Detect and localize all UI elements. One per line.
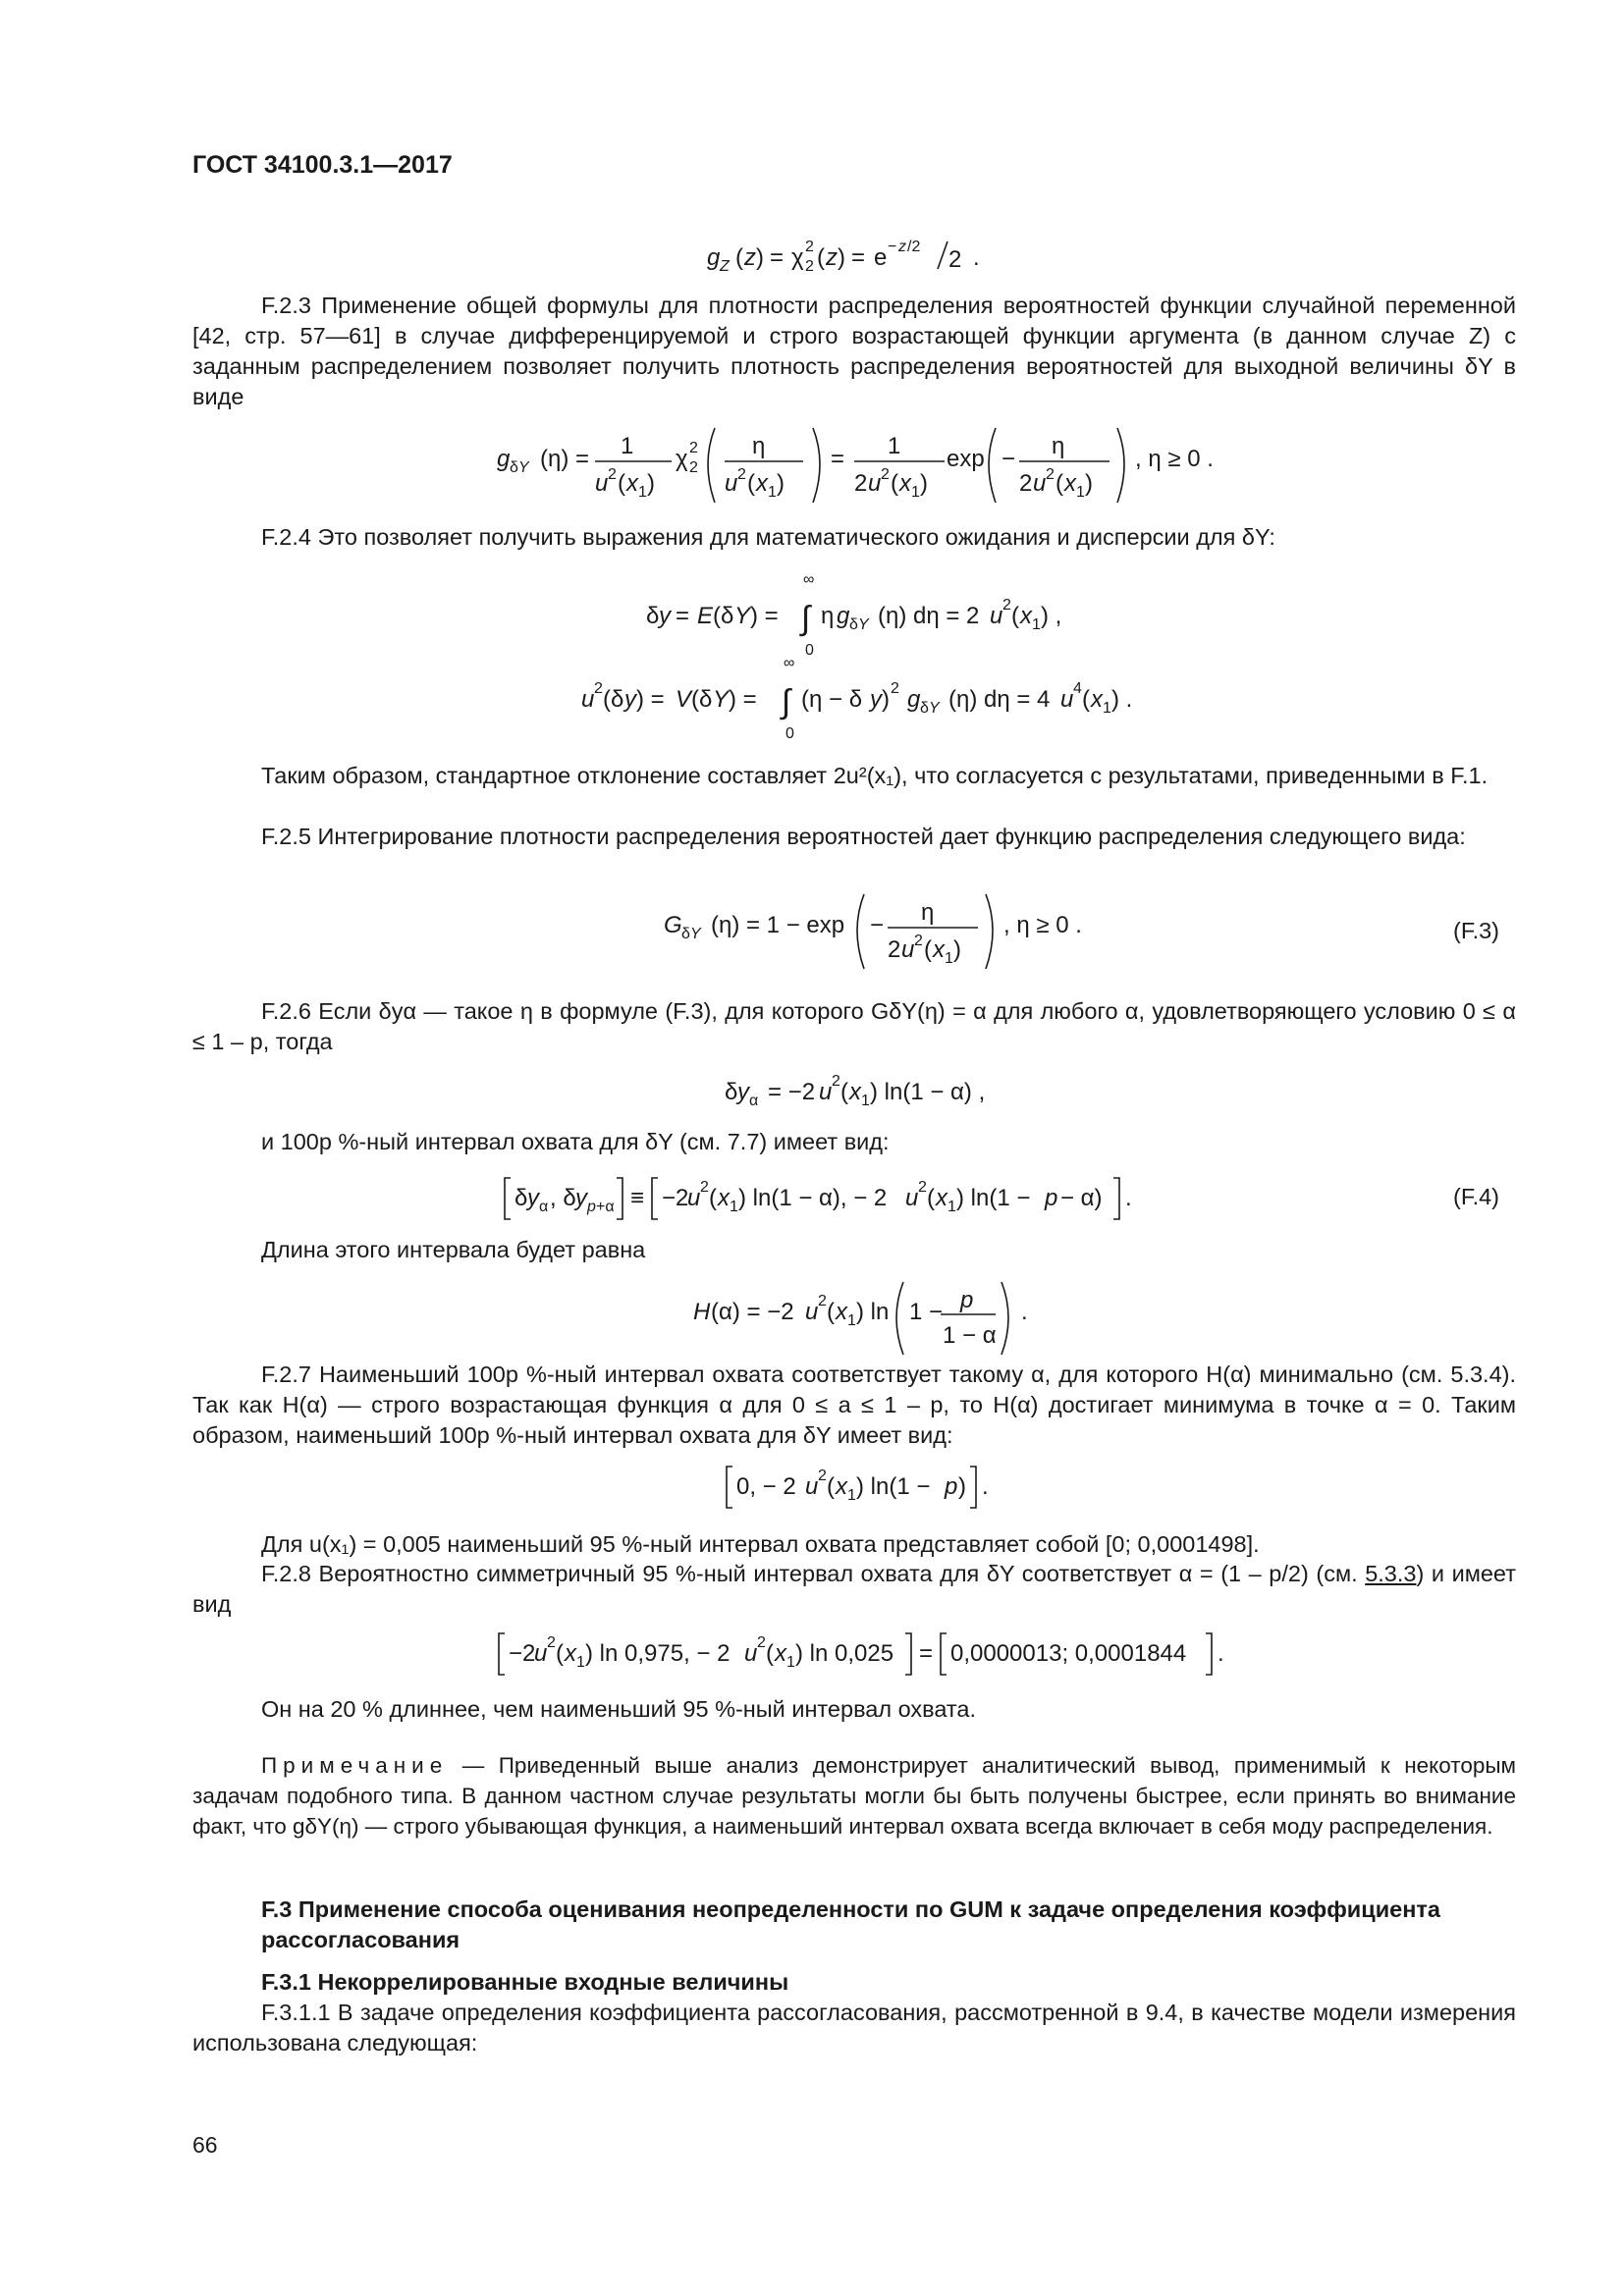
svg-text:=: =	[676, 603, 690, 629]
svg-text:α: α	[539, 1199, 549, 1215]
svg-text:−2: −2	[509, 1640, 536, 1667]
paragraph-f-2-6: F.2.6 Если δyα — такое η в формуле (F.3), для которого GδY(η) = α для любого α, удовлетворяющего условию 0 ≤ α ≤ 1 – p, тогда	[192, 998, 1516, 1054]
svg-text:) =: ) =	[729, 686, 757, 713]
svg-text:∞: ∞	[784, 655, 795, 671]
svg-text:δ: δ	[920, 700, 929, 717]
svg-text:∞: ∞	[803, 571, 815, 588]
svg-text:2: 2	[818, 1468, 827, 1484]
svg-text:(η) = 1 − exp: (η) = 1 − exp	[711, 912, 845, 938]
svg-text:, η ≥ 0 .: , η ≥ 0 .	[1135, 446, 1214, 472]
svg-text:1: 1	[888, 433, 901, 459]
svg-text:u: u	[581, 686, 595, 713]
svg-text:=: =	[770, 244, 785, 271]
svg-text:z: z	[826, 244, 838, 271]
svg-text:2: 2	[689, 459, 698, 476]
svg-text:g: g	[497, 446, 511, 472]
svg-text:x: x	[933, 936, 945, 963]
svg-text:u: u	[534, 1640, 548, 1667]
svg-text:(: (	[927, 1185, 935, 1211]
svg-text:1: 1	[786, 1654, 795, 1671]
svg-text:x: x	[1091, 686, 1103, 713]
svg-text:2: 2	[888, 936, 901, 963]
svg-text:Z: Z	[720, 258, 730, 275]
svg-text:α: α	[749, 1093, 759, 1109]
svg-text:+α: +α	[596, 1199, 615, 1215]
svg-text:G: G	[664, 912, 682, 938]
paragraph-f-2-4: F.2.4 Это позволяет получить выражения для математического ожидания и дисперсии для δY:	[261, 524, 1275, 550]
svg-text:δ: δ	[510, 459, 518, 476]
svg-text:z: z	[898, 239, 906, 255]
svg-text:(: (	[618, 470, 625, 497]
paragraph-f-2-5: F.2.5 Интегрирование плотности распределения вероятностей дает функцию распределения следующего вида:	[261, 824, 1466, 849]
svg-text:) =: ) =	[636, 686, 665, 713]
svg-text:Y: Y	[690, 926, 701, 942]
svg-text:1: 1	[730, 1199, 738, 1215]
svg-text:p: p	[960, 1287, 974, 1313]
svg-text:u: u	[687, 1185, 701, 1211]
svg-text:(: (	[735, 244, 743, 271]
svg-text:Y: Y	[929, 700, 940, 717]
svg-text:x: x	[899, 470, 911, 497]
svg-text:1: 1	[768, 484, 777, 501]
svg-text:(η) dη = 4: (η) dη = 4	[948, 686, 1051, 713]
svg-text:2: 2	[737, 466, 746, 483]
svg-text:2: 2	[854, 470, 868, 497]
svg-text:x: x	[756, 470, 768, 497]
svg-text:(: (	[747, 470, 755, 497]
svg-text:u: u	[725, 470, 738, 497]
svg-text:x: x	[849, 1079, 861, 1105]
svg-text:x: x	[565, 1640, 576, 1667]
svg-text:=: =	[919, 1640, 934, 1667]
paragraph-standard-deviation: Таким образом, стандартное отклонение составляет 2u²(x₁), что согласуется с результатами, приведенными в F.1.	[261, 763, 1489, 788]
svg-text:(: (	[1056, 470, 1063, 497]
paragraph-20-percent-longer: Он на 20 % длиннее, чем наименьший 95 %-ный интервал охвата.	[261, 1696, 977, 1722]
svg-text:2: 2	[818, 1293, 827, 1309]
svg-text:Y: Y	[518, 459, 529, 476]
svg-text:) ln(1 −: ) ln(1 −	[856, 1473, 931, 1500]
svg-text:x: x	[836, 1299, 847, 1325]
svg-text:): )	[647, 470, 655, 497]
svg-text:x: x	[836, 1473, 847, 1500]
svg-text:2: 2	[594, 680, 603, 697]
svg-text:u: u	[1033, 470, 1047, 497]
svg-text:2: 2	[1046, 466, 1055, 483]
svg-text:2: 2	[805, 258, 814, 275]
svg-text:0,0000013; 0,0001844: 0,0000013; 0,0001844	[950, 1640, 1187, 1667]
svg-text:1: 1	[621, 433, 634, 459]
svg-text:x: x	[936, 1185, 947, 1211]
svg-text:2: 2	[881, 466, 890, 483]
svg-text:exp: exp	[947, 446, 985, 472]
svg-text:1 −: 1 −	[909, 1299, 944, 1325]
svg-text:2: 2	[700, 1179, 709, 1196]
svg-text:1: 1	[847, 1312, 856, 1329]
svg-text:): )	[1085, 470, 1093, 497]
svg-text:1: 1	[576, 1654, 585, 1671]
section-heading-f-3: F.3 Применение способа оценивания неопределенности по GUM к задаче определения коэффициента рассогласования	[261, 1896, 1440, 1952]
svg-text:2: 2	[918, 1179, 927, 1196]
svg-text:): )	[920, 470, 928, 497]
svg-text:1: 1	[911, 484, 920, 501]
svg-text:1: 1	[945, 950, 953, 967]
svg-text:g: g	[907, 686, 921, 713]
svg-text:2: 2	[547, 1634, 556, 1651]
note-label: Примечание	[261, 1753, 449, 1778]
formula-symmetric-interval	[495, 1629, 1241, 1681]
svg-text:(: (	[817, 244, 825, 271]
svg-text:δ: δ	[646, 603, 660, 629]
svg-text:y: y	[624, 686, 636, 713]
svg-text:χ: χ	[676, 446, 688, 472]
svg-text:p: p	[587, 1199, 596, 1215]
svg-text:.: .	[982, 1473, 989, 1500]
svg-text:(δ: (δ	[691, 686, 713, 713]
svg-text:x: x	[626, 470, 638, 497]
svg-text:(α) = −2: (α) = −2	[711, 1299, 794, 1325]
note-block: Примечание — Приведенный выше анализ демонстрирует аналитический вывод, применимый к некоторым задачам подобного типа. В данном частном случае результаты могли бы быть получены быстрее, если принять во внимание факт, что gδY(η) — строго убывающая функция, а наименьший интервал охвата всегда включает в себя моду распределения.	[192, 1753, 1516, 1839]
svg-text:E: E	[697, 603, 714, 629]
svg-text:(: (	[1082, 686, 1090, 713]
svg-text:u: u	[868, 470, 882, 497]
link-5-3-3[interactable]: 5.3.3	[1365, 1561, 1417, 1586]
paragraph-f-2-8: F.2.8 Вероятностно симметричный 95 %-ный интервал охвата для δY соответствует α = (1 – p/2) (см. 5.3.3) и имеет вид	[192, 1561, 1516, 1617]
svg-text:2: 2	[948, 246, 962, 273]
paragraph-coverage-interval: и 100p %-ный интервал охвата для δY (см. 7.7) имеет вид:	[261, 1129, 890, 1154]
svg-text:) .: ) .	[1111, 686, 1133, 713]
svg-text:) ln 0,975, − 2: ) ln 0,975, − 2	[585, 1640, 731, 1667]
svg-text:V: V	[676, 686, 692, 713]
svg-text:(: (	[827, 1299, 835, 1325]
svg-text:): )	[756, 244, 764, 271]
svg-text:): )	[882, 686, 890, 713]
svg-text:η: η	[921, 899, 935, 926]
svg-text:0: 0	[785, 725, 794, 742]
svg-text:/2: /2	[907, 239, 921, 255]
svg-text:): )	[953, 936, 961, 963]
svg-text:.: .	[1218, 1640, 1224, 1667]
paragraph-f-2-3: F.2.3 Применение общей формулы для плотности распределения вероятностей функции случайной переменной [42, стр. 57—61] в случае дифференцируемой и строго возрастающей функции аргумента (в данном случае Z) с заданным распределением позволяет получить плотность распределения вероятностей для выходной величины δY в виде	[192, 293, 1516, 409]
svg-text:2: 2	[914, 933, 923, 949]
svg-text:2: 2	[757, 1634, 766, 1651]
svg-text:1 − α: 1 − α	[943, 1322, 997, 1349]
svg-text:δ: δ	[725, 1079, 738, 1105]
svg-text:u: u	[744, 1640, 758, 1667]
svg-text:.: .	[973, 244, 980, 271]
svg-text:−: −	[1001, 446, 1016, 472]
svg-text:x: x	[718, 1185, 730, 1211]
svg-text:) ln(1 −: ) ln(1 −	[956, 1185, 1031, 1211]
svg-text:− α): − α)	[1060, 1185, 1103, 1211]
svg-text:1: 1	[847, 1487, 856, 1504]
svg-text:): )	[777, 470, 785, 497]
formula-shortest-interval	[723, 1463, 1007, 1514]
document-header: ГОСТ 34100.3.1—2017	[192, 151, 453, 179]
svg-text:u: u	[901, 936, 915, 963]
svg-text:g: g	[837, 603, 850, 629]
svg-text:(: (	[709, 1185, 717, 1211]
paragraph-interval-length: Длина этого интервала будет равна	[261, 1237, 646, 1262]
formula-cdf	[664, 888, 1106, 977]
svg-text:4: 4	[1073, 680, 1082, 697]
svg-text:.: .	[1021, 1299, 1028, 1325]
formula-h-alpha	[693, 1276, 1047, 1361]
svg-text:): )	[958, 1473, 966, 1500]
svg-text:(: (	[891, 470, 898, 497]
svg-text:1: 1	[1103, 700, 1111, 717]
paragraph-u-0005: Для u(x₁) = 0,005 наименьший 95 %-ный интервал охвата представляет собой [0; 0,0001498].	[261, 1531, 1260, 1557]
svg-text:u: u	[990, 603, 1003, 629]
svg-text:u: u	[595, 470, 609, 497]
formula-interval	[501, 1174, 1168, 1225]
svg-text:) ,: ) ,	[1041, 603, 1062, 629]
svg-text:χ: χ	[791, 244, 804, 271]
svg-text:−: −	[870, 912, 885, 938]
svg-text:1: 1	[1032, 616, 1041, 633]
formula-dy-alpha	[725, 1070, 1019, 1113]
subsection-heading-f-3-1: F.3.1 Некоррелированные входные величины	[261, 1969, 789, 1995]
svg-text:≡: ≡	[630, 1185, 645, 1211]
svg-text:Y: Y	[734, 603, 751, 629]
formula-gz	[707, 236, 1041, 279]
svg-text:y: y	[737, 1079, 749, 1105]
svg-text:(δ: (δ	[603, 686, 624, 713]
formula-variance	[581, 655, 1151, 748]
svg-text:0, − 2: 0, − 2	[736, 1473, 796, 1500]
svg-text:1: 1	[1076, 484, 1085, 501]
svg-text:(: (	[924, 936, 932, 963]
svg-text:y: y	[659, 603, 671, 629]
svg-text:) ln(1 − α) ,: ) ln(1 − α) ,	[870, 1079, 986, 1105]
svg-text:(: (	[827, 1473, 835, 1500]
svg-text:x: x	[775, 1640, 786, 1667]
svg-text:δ: δ	[514, 1185, 528, 1211]
formula-mean	[646, 571, 1078, 663]
svg-text:(: (	[766, 1640, 774, 1667]
svg-text:2: 2	[608, 466, 617, 483]
svg-text:y: y	[527, 1185, 539, 1211]
svg-text:1: 1	[947, 1199, 956, 1215]
svg-text:(η − δ: (η − δ	[801, 686, 863, 713]
svg-text:= −2: = −2	[768, 1079, 816, 1105]
svg-text:) =: ) =	[750, 603, 779, 629]
svg-text:2: 2	[1019, 470, 1033, 497]
svg-text:∫: ∫	[782, 683, 791, 721]
svg-text:(: (	[556, 1640, 564, 1667]
svg-text:x: x	[1064, 470, 1076, 497]
svg-text:η: η	[1052, 433, 1065, 459]
svg-text:y: y	[870, 686, 882, 713]
svg-text:=: =	[851, 244, 866, 271]
svg-text:Y: Y	[713, 686, 730, 713]
svg-text:, η ≥ 0 .: , η ≥ 0 .	[1003, 912, 1082, 938]
svg-text:−2: −2	[662, 1185, 689, 1211]
svg-text:, δ: , δ	[550, 1185, 576, 1211]
page-number: 66	[192, 2132, 218, 2158]
svg-text:H: H	[693, 1299, 711, 1325]
svg-text:(δ: (δ	[713, 603, 734, 629]
svg-text:u: u	[805, 1299, 819, 1325]
svg-text:δ: δ	[849, 616, 858, 633]
svg-text:u: u	[805, 1473, 819, 1500]
svg-text:(: (	[1011, 603, 1019, 629]
svg-text:η: η	[821, 603, 835, 629]
svg-text:2: 2	[689, 440, 698, 456]
svg-text:p: p	[945, 1473, 958, 1500]
svg-text:) ln: ) ln	[856, 1299, 890, 1325]
svg-text:) ln 0,025: ) ln 0,025	[795, 1640, 894, 1667]
svg-text:0: 0	[805, 642, 814, 659]
svg-text:g: g	[707, 244, 721, 271]
equation-number-f3: (F.3)	[1453, 918, 1499, 943]
svg-text:x: x	[1020, 603, 1032, 629]
svg-text:e: e	[874, 244, 888, 271]
svg-text:2: 2	[891, 680, 899, 697]
svg-text:z: z	[744, 244, 756, 271]
svg-text:(η) dη = 2: (η) dη = 2	[878, 603, 980, 629]
svg-text:p: p	[1045, 1185, 1058, 1211]
svg-text:y: y	[575, 1185, 587, 1211]
svg-text:u: u	[905, 1185, 919, 1211]
paragraph-f-3-1-1: F.3.1.1 В задаче определения коэффициента рассогласования, рассмотренной в 9.4, в качестве модели измерения использована следующая:	[192, 2000, 1516, 2056]
svg-text:) ln(1 − α), − 2: ) ln(1 − α), − 2	[738, 1185, 888, 1211]
svg-text:Y: Y	[858, 616, 869, 633]
equation-number-f4: (F.4)	[1453, 1184, 1499, 1209]
svg-text:δ: δ	[681, 926, 690, 942]
svg-text:2: 2	[805, 239, 814, 255]
paragraph-f-2-7: F.2.7 Наименьший 100p %-ный интервал охвата соответствует такому α, для которого H(α) минимально (см. 5.3.4). Так как H(α) — строго возрастающая функция α для 0 ≤ a ≤ 1 – p, то H(α) достигает минимума в точке α = 0. Таким образом, наименьший 100p %-ный интервал охвата для δY имеет вид:	[192, 1362, 1516, 1448]
svg-text:−: −	[888, 239, 897, 255]
formula-gdy	[497, 422, 1243, 510]
svg-text:η: η	[752, 433, 766, 459]
svg-text:u: u	[1060, 686, 1074, 713]
svg-text:∫: ∫	[801, 600, 811, 637]
svg-text:(: (	[840, 1079, 848, 1105]
svg-text:): )	[838, 244, 845, 271]
svg-text:2: 2	[832, 1073, 840, 1090]
svg-text:2: 2	[1002, 597, 1011, 614]
svg-text:.: .	[1125, 1185, 1132, 1211]
svg-text:(η) =: (η) =	[540, 446, 590, 472]
svg-text:1: 1	[861, 1093, 870, 1109]
svg-text:u: u	[819, 1079, 833, 1105]
svg-text:1: 1	[638, 484, 647, 501]
svg-text:=: =	[831, 446, 845, 472]
